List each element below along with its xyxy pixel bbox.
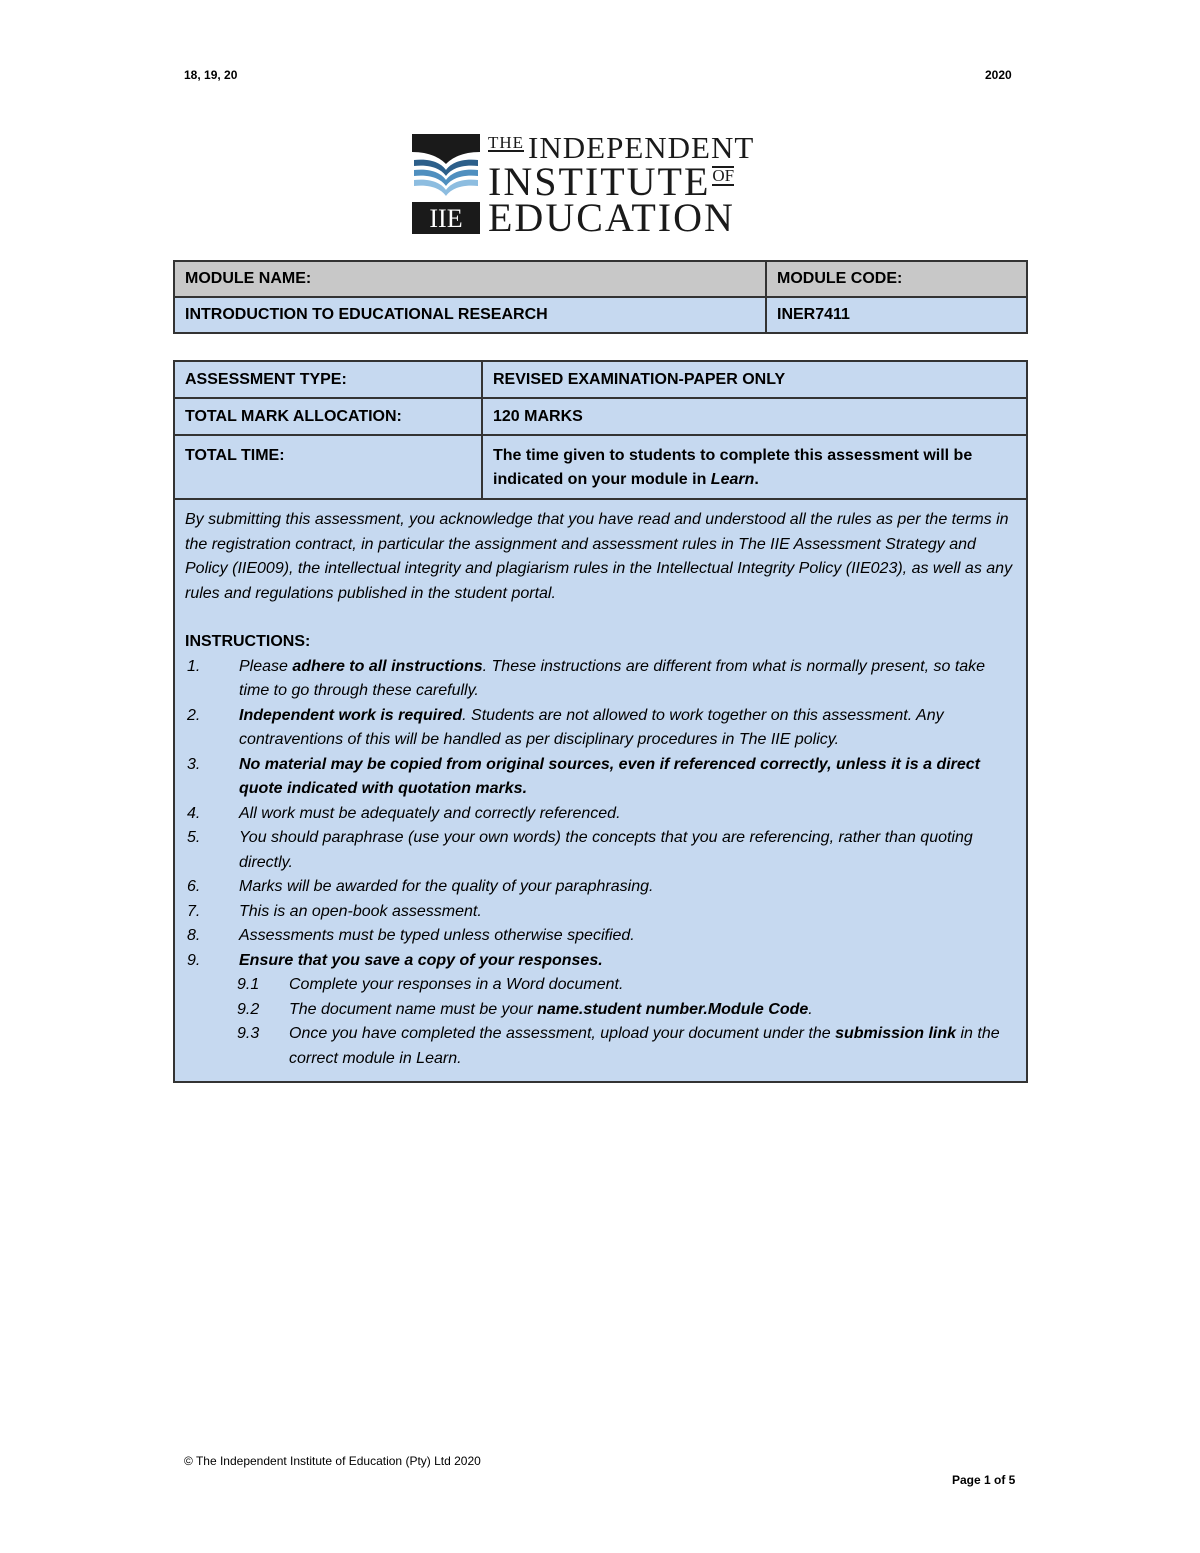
assessment-table xyxy=(173,360,1028,1083)
list-item-bold-text: Ensure that you save a copy of your responses. xyxy=(239,951,603,969)
list-item xyxy=(185,655,1016,704)
list-item-number: 6. xyxy=(187,878,201,895)
list-item xyxy=(185,949,1016,974)
logo-badge-text: IIE xyxy=(429,204,463,233)
header-year: 2020 xyxy=(985,68,1012,82)
book-emblem-icon xyxy=(412,130,480,234)
footer-copyright: © The Independent Institute of Education (Pty) Ltd 2020 xyxy=(184,1454,481,1468)
list-item xyxy=(185,973,1016,998)
instructions-list xyxy=(185,655,1016,974)
list-item-bold-text: Independent work is required xyxy=(239,706,463,724)
logo-independent: INDEPENDENT xyxy=(528,130,755,165)
total-marks-value: 120 MARKS xyxy=(482,398,1027,435)
list-item-bold-text: submission link xyxy=(835,1025,957,1042)
list-item-text: All work must be adequately and correctly referenced. xyxy=(239,804,621,822)
list-item-text: Once you have completed the assessment, upload your document under the xyxy=(289,1025,836,1042)
list-item-text: Complete your responses in a Word document. xyxy=(289,976,624,993)
list-item xyxy=(185,998,1016,1023)
list-item-number: 4. xyxy=(187,804,201,822)
list-item-number: 9.1 xyxy=(237,976,260,993)
list-item-text: Marks will be awarded for the quality of your paraphrasing. xyxy=(239,878,654,895)
assessment-type-value: REVISED EXAMINATION-PAPER ONLY xyxy=(482,361,1027,398)
total-marks-label: TOTAL MARK ALLOCATION: xyxy=(174,398,482,435)
list-item xyxy=(185,753,1016,802)
list-item-number: 7. xyxy=(187,902,201,920)
list-item xyxy=(185,802,1016,827)
module-code-header: MODULE CODE: xyxy=(766,261,1027,297)
list-item-number: 5. xyxy=(187,829,201,846)
logo-of: OF xyxy=(712,166,735,185)
page-number: Page 1 of 5 xyxy=(952,1473,1016,1487)
acknowledgement-text: By submitting this assessment, you acknowledge that you have read and understood all the rules as per the terms in the registration contract, in particular the assignment and assessment rules in The IIE Assessment Strategy and Policy (IIE009), the intellectual integrity and plagiarism rules in the Intellectual Integrity Policy (IIE023), as well as any rules and regulations published in the student portal. xyxy=(185,511,1013,602)
list-item-number: 2. xyxy=(187,706,201,724)
list-item-text: Assessments must be typed unless otherwise specified. xyxy=(239,927,635,944)
logo-institute: INSTITUTE xyxy=(488,159,711,204)
list-item xyxy=(185,875,1016,900)
logo-education: EDUCATION xyxy=(488,195,735,240)
instructions-cell xyxy=(174,499,1027,1082)
list-item xyxy=(185,924,1016,949)
list-item-text-end: in the correct module in Learn. xyxy=(289,1025,1000,1067)
logo-the: THE xyxy=(488,133,525,152)
list-item xyxy=(185,900,1016,925)
list-item-bold-text: name.student number.Module Code xyxy=(537,1000,809,1018)
total-time-value: The time given to students to complete this assessment will be indicated on your module in Learn. xyxy=(482,435,1027,499)
total-time-label: TOTAL TIME: xyxy=(174,435,482,499)
list-item-text: The document name must be your xyxy=(289,1000,538,1018)
module-code-value: INER7411 xyxy=(766,297,1027,333)
list-item-text-end: . These instructions are different from what is normally present, so take time to go through these carefully. xyxy=(239,657,986,699)
list-item xyxy=(185,1022,1016,1071)
list-item-bold-text: adhere to all instructions xyxy=(292,657,483,675)
list-item xyxy=(185,704,1016,753)
list-item-number: 9. xyxy=(187,951,201,969)
list-item-number: 8. xyxy=(187,927,201,944)
list-item-text: Please xyxy=(239,657,293,675)
list-item-number: 1. xyxy=(187,657,201,675)
list-item-text: This is an open-book assessment. xyxy=(239,902,482,920)
list-item-number: 9.2 xyxy=(237,1000,260,1018)
list-item-text-end: . xyxy=(808,1000,813,1018)
instructions-sublist xyxy=(185,973,1016,1071)
instructions-heading: INSTRUCTIONS: xyxy=(185,633,311,650)
header-left-text: 18, 19, 20 xyxy=(184,68,238,82)
list-item-number: 3. xyxy=(187,755,201,773)
list-item xyxy=(185,826,1016,875)
iie-logo xyxy=(412,130,788,240)
module-name-value: INTRODUCTION TO EDUCATIONAL RESEARCH xyxy=(174,297,766,333)
assessment-type-label: ASSESSMENT TYPE: xyxy=(174,361,482,398)
list-item-text-end: . Students are not allowed to work together on this assessment. Any contraventions of this will be handled as per disciplinary procedures in The IIE policy. xyxy=(239,706,944,748)
list-item-number: 9.3 xyxy=(237,1025,260,1042)
list-item-text: You should paraphrase (use your own words) the concepts that you are referencing, rather than quoting directly. xyxy=(239,829,973,871)
list-item-bold-text: No material may be copied from original sources, even if referenced correctly, unless it is a direct quote indicated with quotation marks. xyxy=(239,755,981,797)
module-table xyxy=(173,260,1028,334)
module-name-header: MODULE NAME: xyxy=(174,261,766,297)
